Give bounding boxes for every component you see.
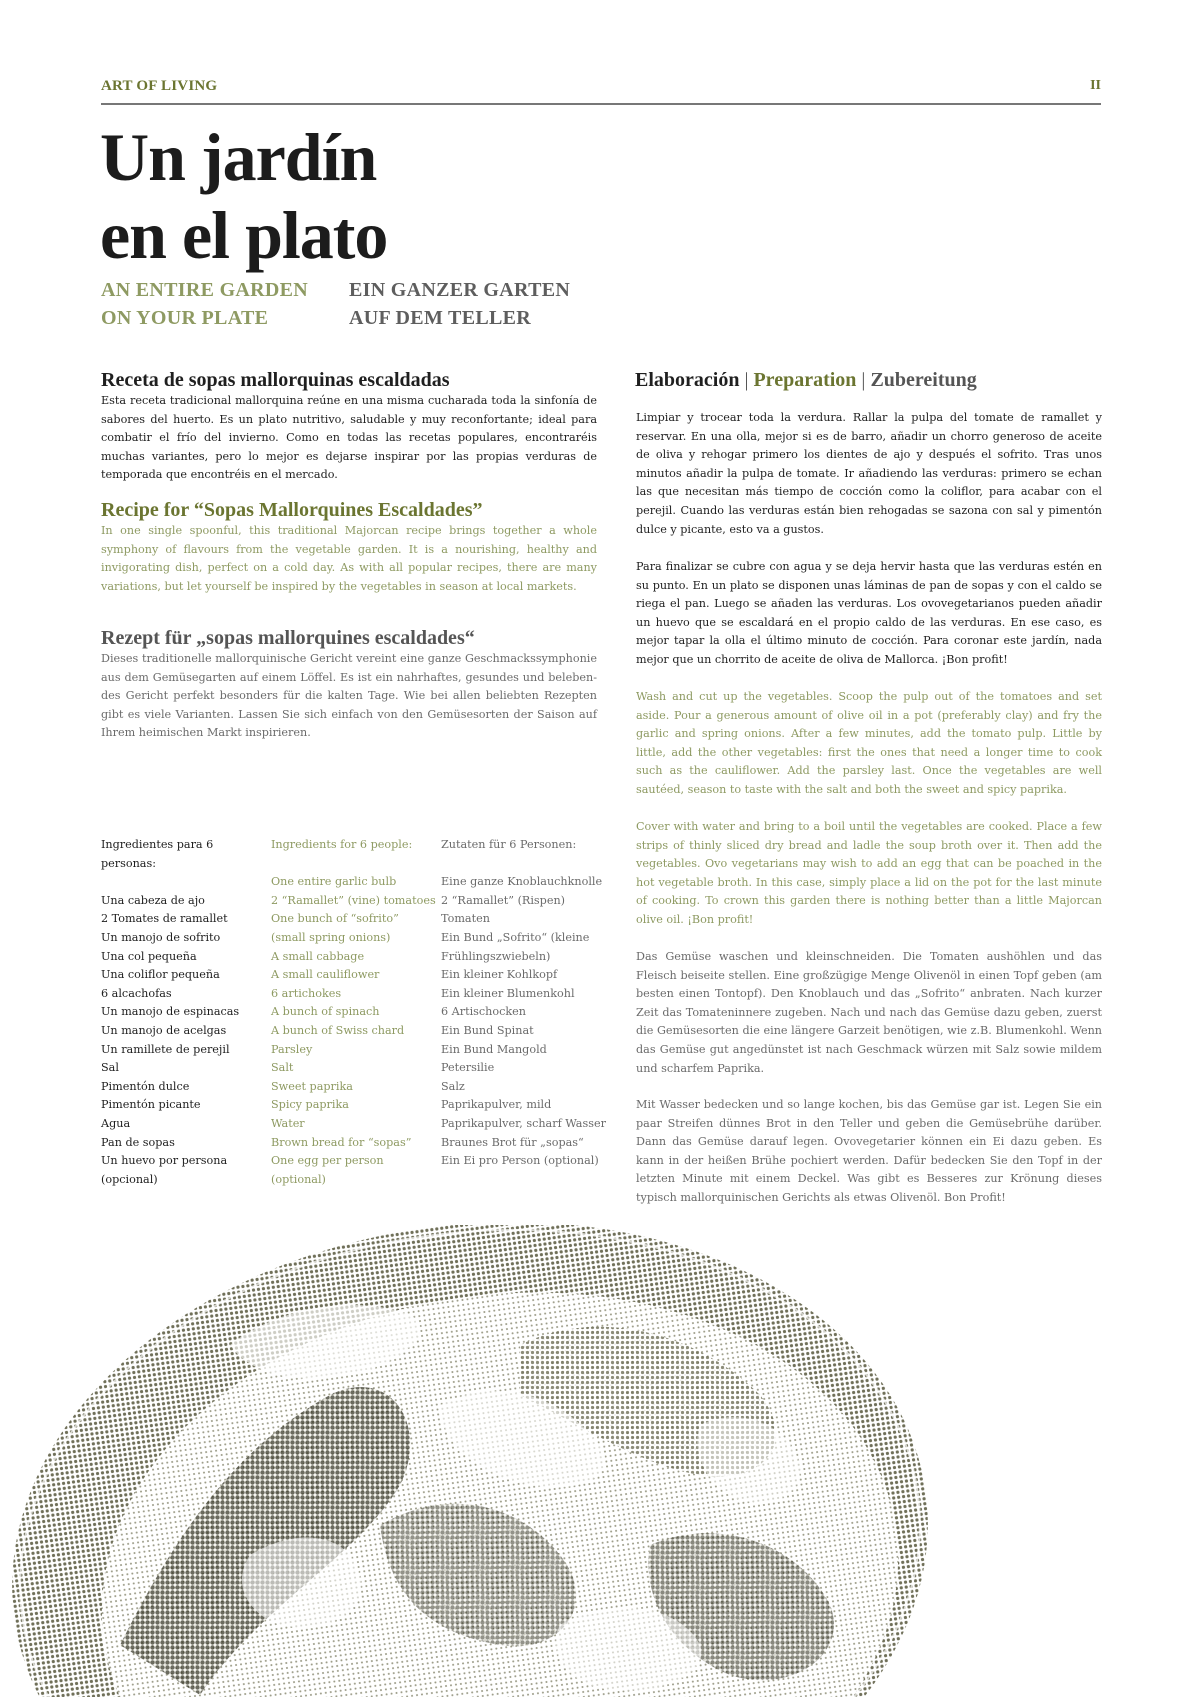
ingredient-item: Un manojo de acelgas bbox=[101, 1023, 227, 1037]
ingredient-item: 6 Artischocken bbox=[441, 1005, 526, 1019]
ingredient-item: 2 Tomates de ramallet bbox=[101, 912, 228, 926]
ingredient-item: A bunch of Swiss chard bbox=[271, 1023, 405, 1037]
ingredient-item: Salt bbox=[271, 1061, 294, 1075]
ingredient-item: Sweet paprika bbox=[271, 1079, 353, 1093]
ingredient-item: Un manojo de sofrito bbox=[101, 930, 221, 944]
preparation-en-2: Cover with water and bring to a boil until the vegetables are cooked. Place a few strips of thinly sliced dry bread and ladle the soup broth over it. Then add the vegetables. Ovo vegetarians may wish to add an egg that can be poached in the hot vegetable broth. In this case, simply place a lid on the pot for the last minute of cooking. To crown this garden there is nothing better than a little Majorcan olive oil. ¡Bon profit! bbox=[636, 820, 1102, 926]
ingredient-item: 6 alcachofas bbox=[101, 986, 172, 1000]
intro-heading-es: Receta de sopas mallorquinas escaldadas bbox=[101, 369, 450, 391]
intro-body-en: In one single spoonful, this traditional Majorcan recipe brings together a whole symphony of flavours from the vegetable garden. It is a nourishing, healthy and invigorating dish, perfect on a cold day. As with all popular recipes, there are many variations, but let yourself be inspired by the vegetables in season at local markets. bbox=[101, 524, 597, 593]
preparation-de-2: Mit Wasser bedecken und so lange kochen, bis das Gemüse gar ist. Legen Sie ein paar Streifen dünnes Brot in den Teller und geben die Gemüsebrühe darüber. Dann das Gemüse darauf legen. Ovovegetarier können ein Ei dazu geben. Es kann in der heißen Brühe pochiert werden. Dafür bedecken Sie den Topf in der letzten Minute mit einem Deckel. Was gibt es Besseres zur Krönung dieses typisch mallorquinischen Gerichts als etwas Olivenöl. Bon Profit! bbox=[636, 1098, 1102, 1204]
ingredients-es-heading: Ingredientes para 6 personas: bbox=[101, 838, 214, 870]
ingredient-item: A small cauliflower bbox=[271, 968, 380, 982]
heading-separator: | bbox=[861, 369, 866, 391]
intro-body-es: Esta receta tradicional mallorquina reúne en una misma cucharada toda la sinfonía de sabores del huerto. Es un plato nutritivo, saludable y muy reconfortante; ideal para combatir el frío del invierno. Como en todas las recetas populares, encontraréis muchas variantes, pero lo mejor es dejarse inspirar por las propias verduras de temporada que encontréis en el mercado. bbox=[101, 394, 597, 482]
ingredient-item: Pimentón picante bbox=[101, 1098, 201, 1112]
ingredients-es bbox=[101, 836, 251, 1189]
ingredient-item: One entire garlic bulb bbox=[271, 875, 397, 889]
ingredient-item: Parsley bbox=[271, 1042, 313, 1056]
ingredient-item: One egg per person (optional) bbox=[271, 1154, 384, 1186]
title-line-2: en el plato bbox=[100, 197, 388, 273]
subtitle-en-line-1: AN ENTIRE GARDEN bbox=[101, 279, 309, 301]
ingredient-item: Un ramillete de perejil bbox=[101, 1042, 230, 1056]
ingredient-item: Ein kleiner Kohlkopf bbox=[441, 968, 558, 982]
ingredient-item: Eine ganze Knoblauchknolle bbox=[441, 875, 603, 889]
ingredient-item: Una col pequeña bbox=[101, 949, 197, 963]
ingredients-en-list bbox=[271, 873, 436, 1189]
soup-bowl-photo bbox=[0, 1225, 960, 1697]
ingredient-item: Ein Bund Spinat bbox=[441, 1023, 534, 1037]
subtitle-de-line-2: AUF DEM TELLER bbox=[349, 307, 532, 329]
ingredient-item: A bunch of spinach bbox=[271, 1005, 380, 1019]
subtitle-de bbox=[349, 276, 570, 332]
ingredient-item: 2 “Ramallet” (vine) tomatoes bbox=[271, 893, 436, 907]
ingredient-item: Spicy paprika bbox=[271, 1098, 349, 1112]
ingredient-item: 6 artichokes bbox=[271, 986, 342, 1000]
ingredient-item: Una cabeza de ajo bbox=[101, 893, 205, 907]
subtitle-en bbox=[101, 276, 308, 332]
ingredient-item: Ein kleiner Blumenkohl bbox=[441, 986, 575, 1000]
preparation-heading-de: Zubereitung bbox=[870, 369, 977, 391]
subtitle-de-line-1: EIN GANZER GARTEN bbox=[349, 279, 571, 301]
preparation-de-1: Das Gemüse waschen und kleinschneiden. Die Tomaten aushöhlen und das Fleisch beiseite stellen. Eine großzügige Menge Olivenöl in einen Topf geben (am besten einen Tontopf). Den Knoblauch und das „Sofrito“ anbraten. Nach kurzer Zeit das Tomateninnere zugeben. Nach und nach das Gemüse dazu geben, zuerst die Gemüsesorten die eine längere Garzeit benötigen, wie z.B. Blumenkohl. Wenn das Gemüse gut angedünstet ist nach Geschmack würzen mit Salz sowie mildem und scharfem Paprika. bbox=[636, 950, 1102, 1075]
intro-heading-en: Recipe for “Sopas Mallorquines Escaldades” bbox=[101, 499, 483, 521]
ingredient-item: Paprikapulver, scharf Wasser bbox=[441, 1116, 606, 1130]
ingredient-item: Pimentón dulce bbox=[101, 1079, 190, 1093]
intro-body-de: Dieses traditionelle mallorquinische Gericht vereint eine ganze Geschmackssymphonie aus dem Gemüsegarten auf einem Löffel. Es ist ein nahrhaftes, gesundes und belebendes Gericht perfekt besonders für die kalten Tage. Wie bei allen beliebten Rezepten gibt es viele Varianten. Lassen Sie sich einfach von den Gemüsesorten der Saison auf Ihrem heimischen Markt inspirieren. bbox=[101, 652, 597, 740]
soup-bowl-halftone-image bbox=[0, 1225, 960, 1697]
intro-heading-de: Rezept für „sopas mallorquines escaldades“ bbox=[101, 627, 475, 649]
ingredient-item: Un manojo de espinacas bbox=[101, 1005, 240, 1019]
preparation-en-1: Wash and cut up the vegetables. Scoop the pulp out of the tomatoes and set aside. Pour a generous amount of olive oil in a pot (preferably clay) and fry the garlic and spring onions. After a few minutes, add the tomato pulp. Little by little, add the other vegetables: first the ones that need a longer time to cook such as the cauliflower. Add the parsley last. Once the vegetables are well sautéed, season to taste with the salt and both the sweet and spicy paprika. bbox=[636, 690, 1102, 796]
preparation-es-2: Para finalizar se cubre con agua y se deja hervir hasta que las verduras estén en su punto. En un plato se disponen unas láminas de pan de sopas y con el caldo se riega el pan. Luego se añaden las verduras. Los ovovegetarianos pueden añadir un huevo que se escaldará en el propio caldo de las verduras. En ese caso, es mejor tapar la olla el último minuto de cocción. Para coronar este jardín, nada mejor que un chorrito de aceite de oliva de Mallorca. ¡Bon profit! bbox=[636, 560, 1102, 666]
ingredient-item: Un huevo por persona (opcional) bbox=[101, 1154, 228, 1186]
ingredient-item: Una coliflor pequeña bbox=[101, 968, 220, 982]
section-label: ART OF LIVING bbox=[101, 78, 218, 94]
ingredients-es-list bbox=[101, 892, 251, 1190]
ingredients-en bbox=[271, 836, 436, 1189]
ingredient-item: Brown bread for “sopas” bbox=[271, 1135, 412, 1149]
ingredient-item: Paprikapulver, mild bbox=[441, 1098, 552, 1112]
ingredient-item: Petersilie bbox=[441, 1061, 495, 1075]
ingredient-item: Agua bbox=[101, 1116, 131, 1130]
ingredient-item: Braunes Brot für „sopas“ Ein Ei pro Person (optional) bbox=[441, 1135, 599, 1168]
ingredients-de-heading: Zutaten für 6 Personen: bbox=[441, 838, 577, 851]
page-number: II bbox=[1090, 78, 1101, 93]
ingredient-item: Water bbox=[271, 1116, 305, 1130]
ingredient-item: Ein Bund „Sofrito“ (kleine Frühlingszwiebeln) bbox=[441, 930, 590, 963]
ingredients-de bbox=[441, 836, 606, 1171]
ingredients-en-heading: Ingredients for 6 people: bbox=[271, 838, 413, 851]
preparation-heading-en: Preparation bbox=[753, 369, 857, 391]
heading-separator: | bbox=[744, 369, 749, 391]
title-line-1: Un jardín bbox=[100, 119, 377, 195]
ingredient-item: Salz bbox=[441, 1079, 465, 1093]
subtitle-en-line-2: ON YOUR PLATE bbox=[101, 307, 269, 329]
ingredient-item: A small cabbage bbox=[271, 949, 365, 963]
page-title bbox=[100, 118, 387, 274]
ingredient-item: One bunch of “sofrito” (small spring onions) bbox=[271, 912, 399, 944]
page-header bbox=[101, 77, 1101, 105]
ingredient-item: Ein Bund Mangold bbox=[441, 1042, 547, 1056]
ingredient-item: Sal bbox=[101, 1061, 119, 1075]
preparation-heading bbox=[635, 368, 977, 392]
ingredient-item: Pan de sopas bbox=[101, 1135, 175, 1149]
preparation-heading-es: Elaboración bbox=[635, 369, 740, 391]
ingredients-de-list bbox=[441, 873, 606, 1171]
preparation-es-1: Limpiar y trocear toda la verdura. Rallar la pulpa del tomate de ramallet y reservar. En una olla, mejor si es de barro, añadir un chorro generoso de aceite de oliva y rehogar primero los dientes de ajo y después el sofrito. Tras unos minutos añadir la pulpa de tomate. Ir añadiendo las verduras: primero se echan las que necesitan más tiempo de cocción como la coliflor, para acabar con el perejil. Cuando las verduras están bien rehogadas se sazona con sal y pimentón dulce y picante, esto va a gustos. bbox=[636, 411, 1102, 536]
ingredient-item: 2 “Ramallet” (Rispen) Tomaten bbox=[441, 893, 566, 926]
